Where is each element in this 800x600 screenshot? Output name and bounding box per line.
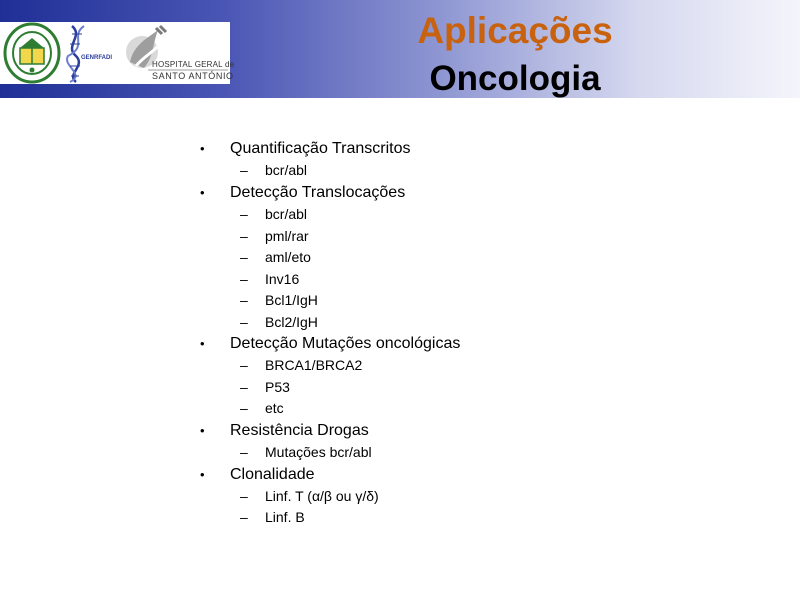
sub-bullet-label: bcr/abl xyxy=(265,162,308,179)
sub-bullet-label: etc xyxy=(265,400,284,417)
bullet-label: Detecção Mutações oncológicas xyxy=(230,335,461,353)
dash-marker: – xyxy=(240,249,248,266)
sub-bullet-label: pml/rar xyxy=(265,227,309,244)
sub-bullet-label: Inv16 xyxy=(265,270,300,287)
sub-bullet-item xyxy=(198,507,758,529)
sub-bullet-item xyxy=(198,290,758,312)
sub-bullet-label: Bcl2/IgH xyxy=(265,313,318,330)
dash-marker: – xyxy=(240,227,248,244)
sub-bullet-item xyxy=(198,398,758,420)
sub-bullet-item xyxy=(198,377,758,399)
hospital-name-line2: SANTO ANTÓNIO xyxy=(152,71,234,81)
bullet-marker: • xyxy=(200,466,205,482)
bullet-marker: • xyxy=(200,141,205,156)
dash-marker: – xyxy=(240,292,248,309)
bullet-item xyxy=(198,333,758,355)
bullet-item xyxy=(198,182,758,204)
slide-title: Aplicações xyxy=(417,10,613,51)
sub-bullet-item xyxy=(198,226,758,248)
sub-bullet-item xyxy=(198,355,758,377)
sub-bullet-label: P53 xyxy=(265,378,290,395)
sub-bullet-item xyxy=(198,442,758,464)
dash-marker: – xyxy=(240,400,248,417)
bullet-label: Quantificação Transcritos xyxy=(230,140,411,157)
bullet-marker: • xyxy=(200,336,205,352)
dash-marker: – xyxy=(240,378,248,395)
sub-bullet-label: aml/eto xyxy=(265,249,311,266)
bullet-item xyxy=(198,138,758,160)
dash-marker: – xyxy=(240,270,248,287)
hospital-name-line1: HOSPITAL GERAL de xyxy=(152,60,235,69)
bullet-marker: • xyxy=(200,184,205,200)
sub-bullet-label: bcr/abl xyxy=(265,206,308,223)
bullet-list xyxy=(198,138,758,529)
sub-bullet-item xyxy=(198,247,758,269)
slide-subtitle: Oncologia xyxy=(429,59,601,98)
sub-bullet-label: Linf. T (α/β ou γ/δ) xyxy=(265,487,379,504)
sub-bullet-item xyxy=(198,486,758,508)
bullet-marker: • xyxy=(200,422,205,438)
dash-marker: – xyxy=(240,444,248,461)
dash-marker: – xyxy=(240,487,248,504)
dash-marker: – xyxy=(240,313,248,330)
dash-marker: – xyxy=(240,206,248,223)
dash-marker: – xyxy=(240,509,248,526)
genrfadi-logo-text: GENRFADI xyxy=(81,55,113,61)
sub-bullet-label: Bcl1/IgH xyxy=(265,292,318,309)
dash-marker: – xyxy=(240,357,248,374)
sub-bullet-item xyxy=(198,160,758,182)
bullet-label: Clonalidade xyxy=(230,465,315,483)
sub-bullet-item xyxy=(198,204,758,226)
bullet-label: Detecção Translocações xyxy=(230,183,406,201)
bullet-item xyxy=(198,464,758,486)
dash-marker: – xyxy=(240,162,248,179)
bullet-label: Resistência Drogas xyxy=(230,421,369,439)
sub-bullet-item xyxy=(198,312,758,334)
sub-bullet-label: Linf. B xyxy=(265,509,305,526)
bullet-item xyxy=(198,420,758,442)
sub-bullet-label: BRCA1/BRCA2 xyxy=(265,357,363,374)
sub-bullet-label: Mutações bcr/abl xyxy=(265,444,372,461)
sub-bullet-item xyxy=(198,269,758,291)
